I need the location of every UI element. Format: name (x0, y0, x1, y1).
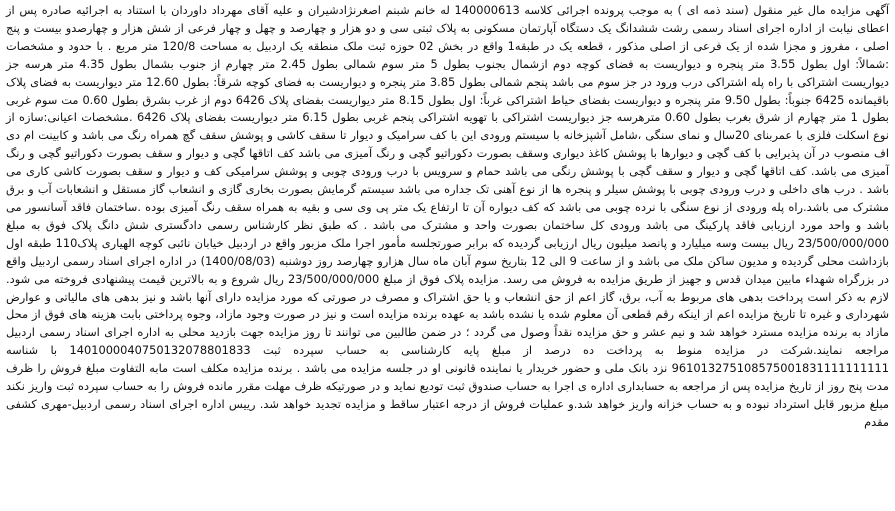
auction-notice-text: آگهی مزایده مال غیر منقول (سند ذمه ای ) به موجب پرونده اجرائی کلاسه 140000613 له خانم شبنم اصغرنژادشیران و علیه آقای مهرداد داوردان با استناد به اجرائیه صادره پس از اعطای نیابت از اداره اجرای اسناد رسمی رشت ششدانگ یک دستگاه آپارتمان مسکونی به پلاک ثبتی سی و دو هزار و چهارصد و چهل و چهار فرعی از شش هزار و چهارصدو بیست و پنج اصلی ، مفروز و مجزا شده از یک فرعی از اصلی مذکور ، قطعه یک در طبقه1 واقع در بخش 02 حوزه ثبت ملک منطقه یک اردبیل به مساحت 120/8 متر مربع . با حدود و مشخصات :شمالاً: اول بطول 3.55 متر پنجره و دیواریست به فضای کوچه دوم ازشمال بجنوب بطول 5 متر سوم شمالی بطول 2.45 متر چهارم از جنوب بشمال بطول 4.35 متر هرسه جز دیواریست اشتراکی با راه پله اشتراکی درب ورود در جز سوم می باشد پنجم شمالی بطول 3.85 متر پنجره و دیواریست به فضای کوچه شرقاً: بطول 12.60 متر دیواریست به فضای پلاک باقیمانده 6425 جنوباً: بطول 9.50 متر پنجره و دیواریست بفضای حیاط اشتراکی غرباً: اول بطول 8.15 متر دیواریست بفضای پلاک 6426 دوم از غرب بشرق بطول 0.60 مت سوم غربی بطول 1 متر چهارم از شرق بغرب بطول 0.60 مترهرسه جز دیواریست اشتراکی با تهویه اشتراکی پنجم غربی بطول 6.15 متر دیواریست بفضای پلاک 6426 .مشخصات اعیانی:سازه از نوع اسکلت فلزی با عمربنای 20سال و نمای سنگی ،شامل آشپزخانه با سیستم ورودی این با کف سرامیک و دیوار تا سقف کاشی و پوشش سقف گچ همراه رنگ می باشد و کابینت ام دی اف منصوب در آن پذیرایی با کف گچی و دیوارها با پوشش کاغذ دیواری وسقف بصورت دکوراتیو گچی و رنگ آمیزی می باشد کف اتاقها گچی و دیوار و سقف بصورت دکوراتیو گچی و رنگ آمیزی می باشد. کف اتاقها گچی و دیوار و سقف گچی با پوشش رنگی می باشد حمام و سرویس با درب ورودی چوبی و پوشش سرامیکی کف و دیوار و سقف بصورت کاشی کاری می باشد . درب های داخلی و درب ورودی چوبی با پوشش سیلر و پنجره ها از نوع آهنی تک جداره می باشد سیستم گرمایش بصورت بخاری گازی و انشعاب گاز مستقل و انشعابات آب و برق مشترک می باشد.راه پله ورودی از نوع سنگی با نرده چوبی می باشد که کف دیواره آن تا ارتفاع یک متر پی وی سی و بقیه به همراه سقف رنگ آمیزی بوده .ساختمان فاقد آسانسور می باشد و واحد مورد ارزیابی فاقد پارکینگ می باشد ورودی کل ساختمان بصورت واحد و مشترک می باشد . که طبق نظر کارشناس رسمی دادگستری شش دانگ پلاک فوق به مبلغ 23/500/000/000 ریال بیست وسه میلیارد و پانصد میلیون ریال ارزیابی گردیده که برابر صورتجلسه مأمور اجرا ملک مزبور واقع در اردبیل خیابان نائبی کوچه الهیاری پلاک110 طبقه اول بازداشت محلی گردیده و مدیون ساکن ملک می باشد و از ساعت 9 الی 12 بتاریخ سوم آبان ماه سال هزارو چهارصد روز دوشنبه (1400/08/03) در اداره اجرای اسناد رسمی اردبیل واقع در بزرگراه شهداء مابین میدان قدس و جهیز از طریق مزایده به فروش می رسد. مزایده پلاک فوق از مبلغ 23/500/000/000 ریال شروع و به بالاترین قیمت پیشنهادی فروخته می شود. لازم به ذکر است پرداخت بدهی های مربوط به آب، برق، گاز اعم از حق انشعاب و یا حق اشتراک و مصرف در صورتی که مورد مزایده دارای آنها باشد و نیز بدهی های مالیاتی و عوارض شهرداری و غیره تا تاریخ مزایده اعم از اینکه رقم قطعی آن معلوم شده یا نشده باشد به عهده برنده مزایده است و نیز در صورت وجود مازاد، وجوه پرداختی بابت هزینه های فوق از محل مازاد به برنده مزایده مسترد خواهد شد و نیم عشر و حق مزایده نقداً وصول می گردد ؛ در ضمن طالبین می توانند تا روز مزایده جهت بازدید محلی به اداره اجرای اسناد رسمی اردبیل مراجعه نمایند.شرکت در مزایده منوط به پرداخت ده درصد از مبلغ پایه کارشناسی به حساب سپرده ثبت 1401000040750132078801833 با شناسه 961013275108575001831111111111 نزد بانک ملی و حضور خریدار یا نماینده قانونی او در جلسه مزایده می باشد . برنده مزایده مکلف است مابه التفاوت مبلغ فروش را ظرف مدت پنج روز از تاریخ مزایده پس از مراجعه به حسابداری اداره ی اجرا به حساب صندوق ثبت تودیع نماید و در صورتیکه ظرف مهلت مقرر مانده فروش را به حساب سپرده ثبت واریز نکند مبلغ مزبور قابل استرداد نبوده و به حساب خزانه واریز خواهد شد.و عملیات فروش از درجه اعتبار ساقط و مزایده تجدید خواهد شد. رییس اداره اجرای اسناد رسمی اردبیل-مهری کشفی مقدم (6, 3, 890, 429)
